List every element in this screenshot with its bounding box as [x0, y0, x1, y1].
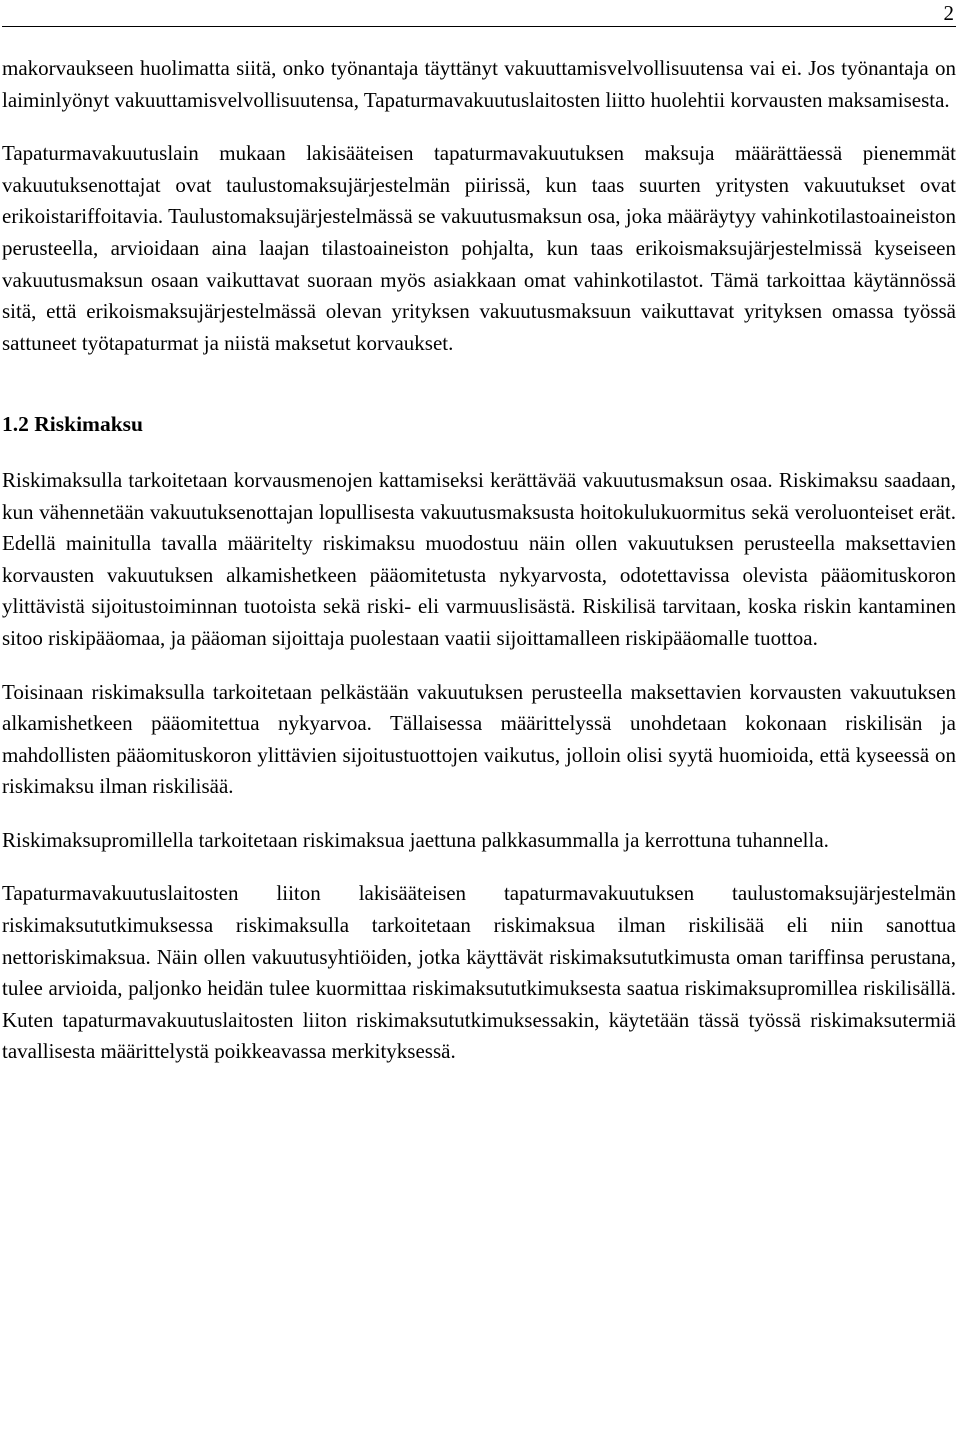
paragraph-6: Tapaturmavakuutuslaitosten liiton lakisääteisen tapaturmavakuutuksen taulustomaksujärjestelmän riskimaksututkimuksessa riskimaksulla tarkoitetaan riskimaksua ilman riskilisää eli niin sanottua nettoriskimaksua. Näin ollen vakuutusyhtiöiden, jotka käyttävät riskimaksututkimusta oman tariffinsa perustana, tulee arvioida, paljonko heidän tulee kuormittaa riskimaksututkimuksesta saatua riskimaksupromillea riskilisällä. Kuten tapaturmavakuutuslaitosten liiton riskimaksututkimuksessakin, käytetään tässä työssä riskimaksutermiä tavallisesta määrittelystä poikkeavassa merkityksessä.	[2, 881, 956, 1064]
paragraph-2: Tapaturmavakuutuslain mukaan lakisääteisen tapaturmavakuutuksen maksuja määrättäessä pienemmät vakuutuksenottajat ovat taulustomaksujärjestelmän piirissä, kun taas suurten yritysten vakuutukset ovat erikoistariffoitavia. Taulustomaksujärjestelmässä se vakuutusmaksun osa, joka määräytyy vahinkotilastoaineiston perusteella, arvioidaan aina laajan tilastoaineiston pohjalta, kun taas erikoismaksujärjestelmissä kyseiseen vakuutusmaksun osaan vaikuttavat suoraan myös asiakkaan omat vahinkotilastot. Tämä tarkoittaa käytännössä sitä, että erikoismaksujärjestelmässä olevan yrityksen vakuutusmaksuun vaikuttavat yrityksen omassa työssä sattuneet työtapaturmat ja niistä maksetut korvaukset.	[2, 141, 956, 355]
page-body	[2, 53, 956, 1068]
page-header	[2, 0, 956, 27]
paragraph-4: Toisinaan riskimaksulla tarkoitetaan pelkästään vakuutuksen perusteella maksettavien korvausten vakuutuksen alkamishetkeen pääomitettua nykyarvoa. Tällaisessa määrittelyssä unohdetaan kokonaan riskilisän ja mahdollisten pääomituskoron ylittävien sijoitustuottojen vaikutus, jolloin olisi syytä huomioida, että kyseessä on riskimaksu ilman riskilisää.	[2, 679, 956, 799]
page-number: 2	[943, 1, 954, 25]
paragraph-3: Riskimaksulla tarkoitetaan korvausmenojen kattamiseksi kerättävää vakuutusmaksun osaa. Riskimaksu saadaan, kun vähennetään vakuutuksenottajan lopullisesta vakuutusmaksusta hoitokulukuormitus sekä veroluonteiset erät. Edellä mainitulla tavalla määritelty riskimaksu muodostuu näin ollen vakuutuksen perusteella maksettavien korvausten vakuutuksen alkamishetkeen pääomitetusta nykyarvosta, odotettavissa olevista pääomituskoron ylittävistä sijoitustoiminnan tuotoista sekä riski- eli varmuuslisästä. Riskilisä tarvitaan, koska riskin kantaminen sitoo riskipääomaa, ja pääoman sijoittaja puolestaan vaatii sijoittamalleen riskipääomalle tuottoa.	[2, 467, 956, 650]
paragraph-1: makorvaukseen huolimatta siitä, onko työnantaja täyttänyt vakuuttamisvelvollisuutensa vai ei. Jos työnantaja on laiminlyönyt vakuuttamisvelvollisuutensa, Tapaturmavakuutuslaitosten liitto huolehtii korvausten maksamisesta.	[2, 56, 956, 112]
paragraph-5: Riskimaksupromillella tarkoitetaan riskimaksua jaettuna palkkasummalla ja kerrottuna tuhannella.	[2, 827, 829, 852]
section-heading: 1.2 Riskimaksu	[2, 412, 143, 437]
